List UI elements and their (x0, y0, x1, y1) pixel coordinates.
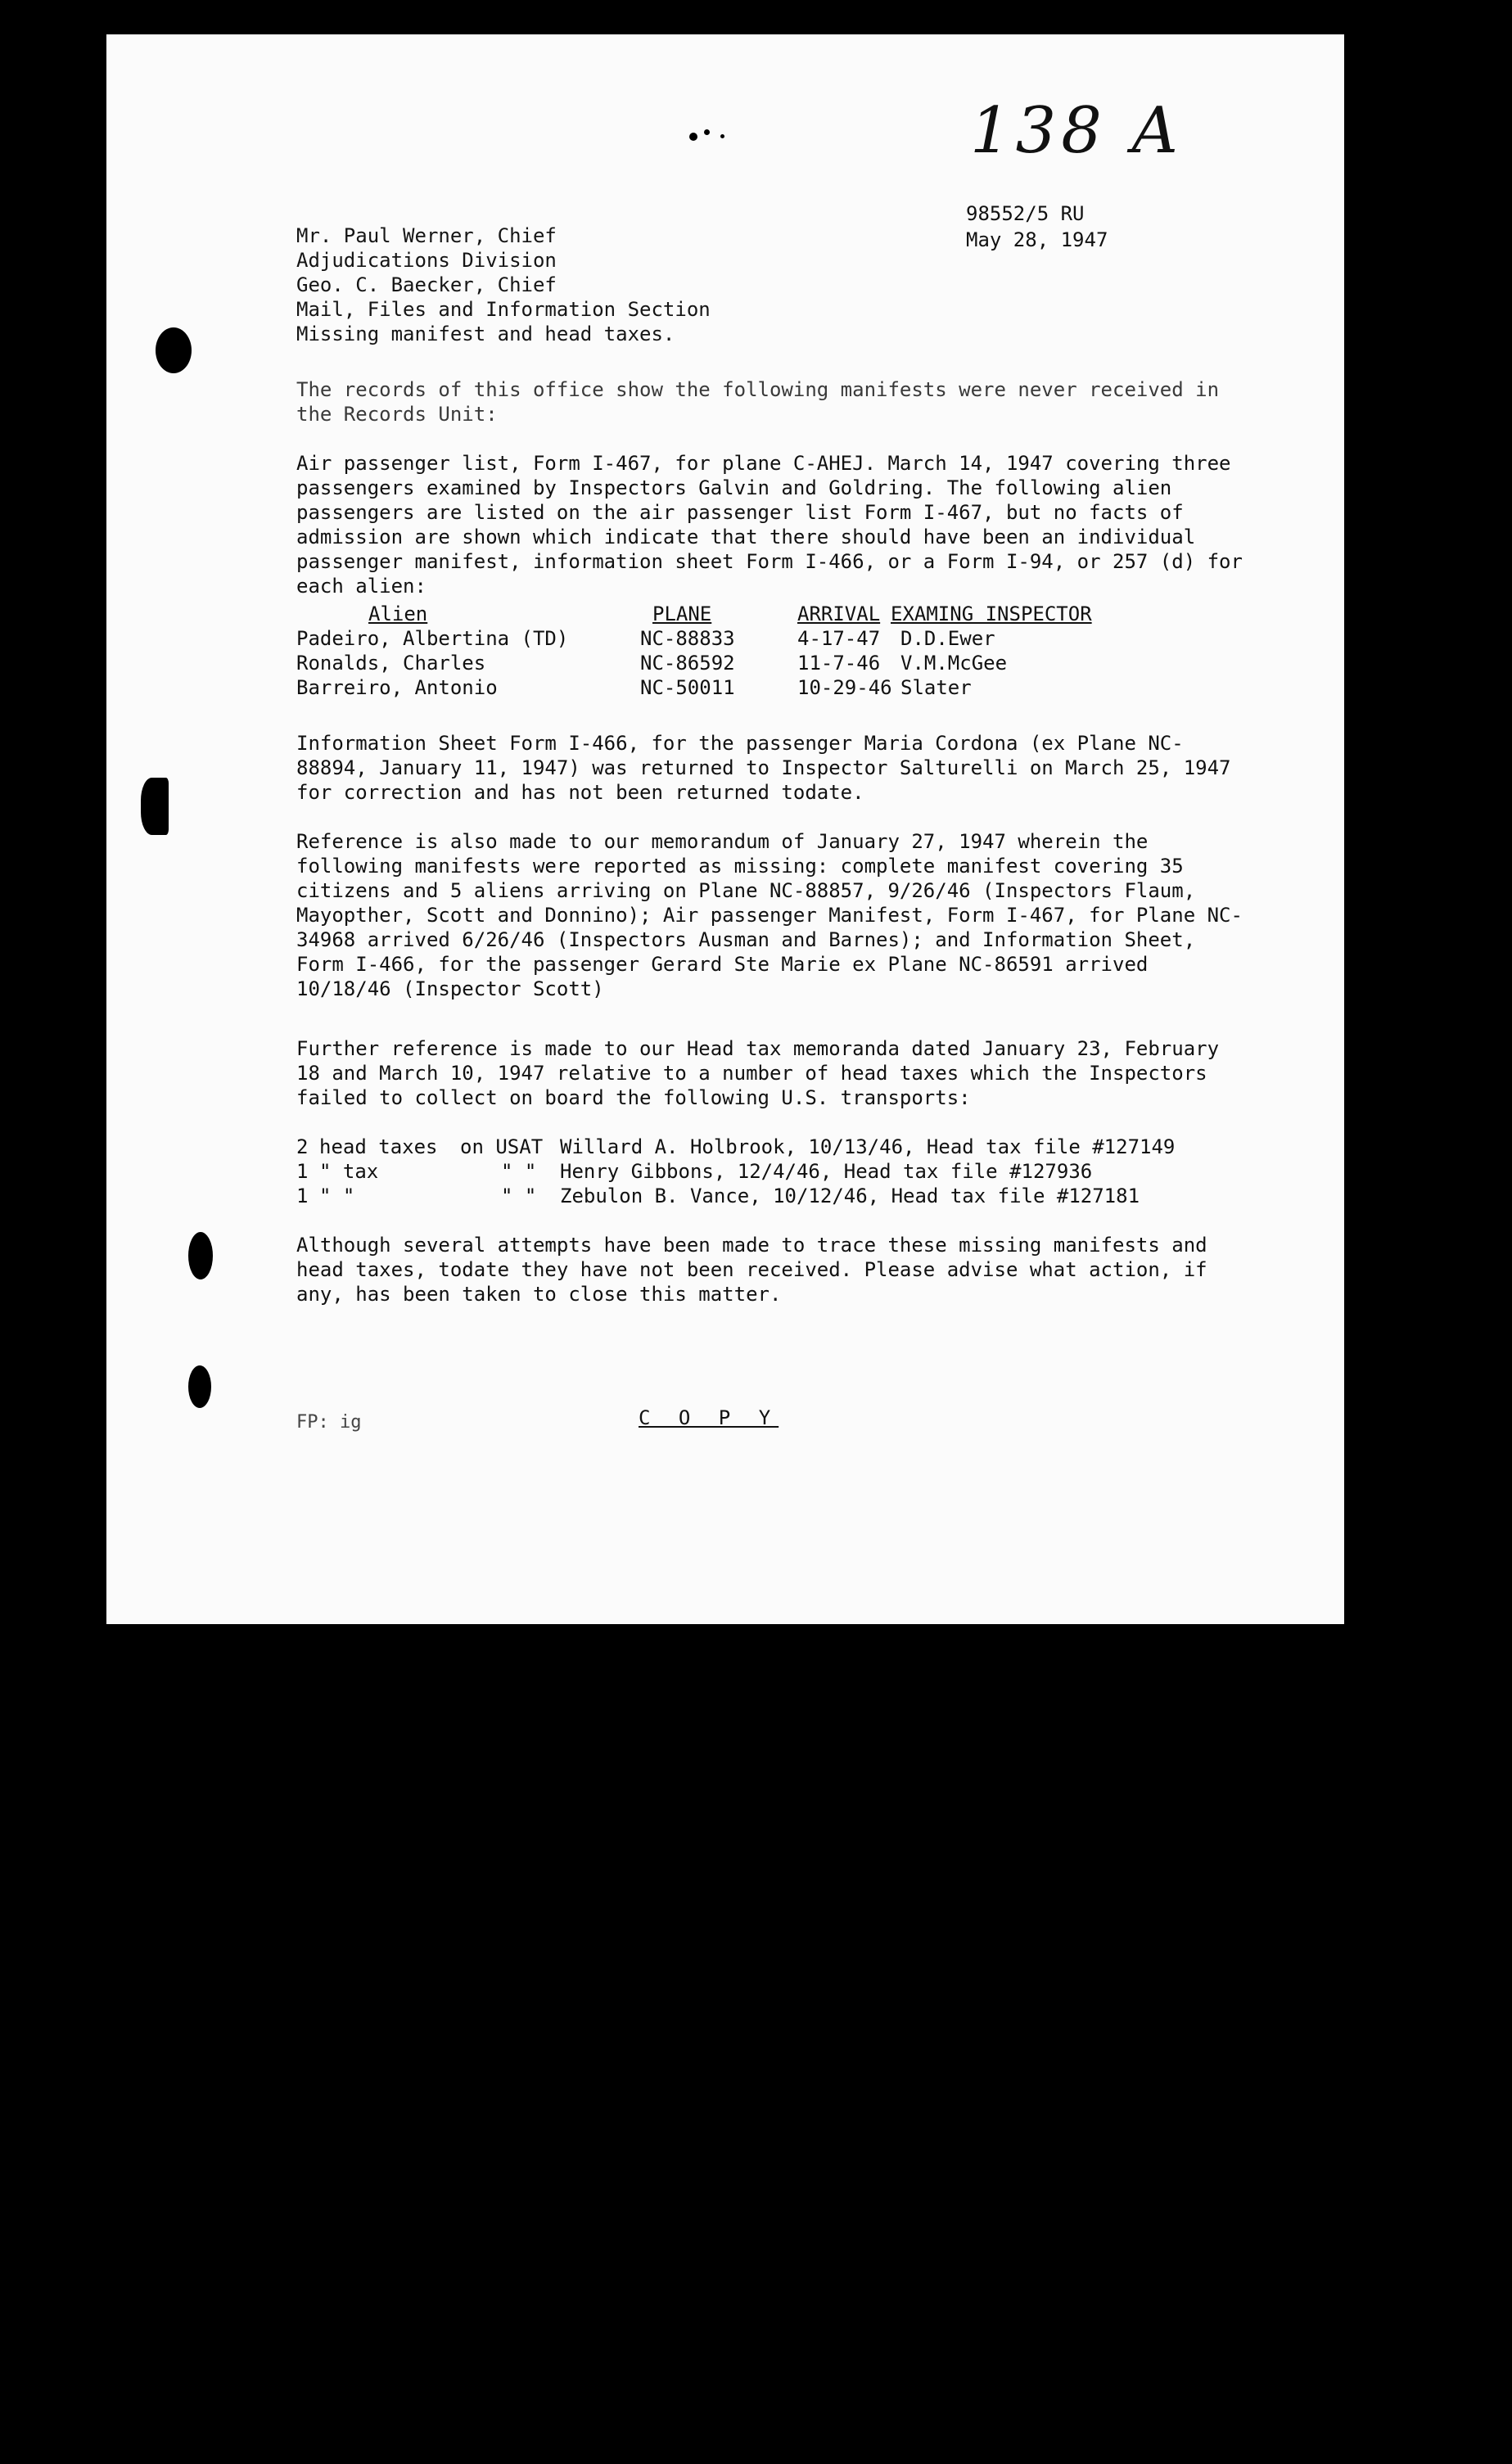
tax-qty: 1 (296, 1185, 309, 1207)
cell-alien: Padeiro, Albertina (TD) (296, 627, 569, 650)
tax-kind: " " (319, 1185, 355, 1207)
handwritten-page-mark: 138 A (970, 94, 1184, 168)
paragraph-air-passenger-list: Air passenger list, Form I-467, for plane C-AHEJ. March 14, 1947 covering three passengers examined by Inspectors Galvin and Goldring. The following alien passengers are listed on the air passenger list Form I-467, but no facts of admission are shown which indicate that there should have been an individual passenger manifest, information sheet Form I-466, or a Form I-94, or 257 (d) for each alien: (296, 452, 1243, 598)
paragraph-head-tax: Further reference is made to our Head tax memoranda dated January 23, February 18 and March 10, 1947 relative to a number of head taxes which the Inspectors failed to collect on board the following U.S. transports: (296, 1037, 1220, 1109)
tax-detail: Zebulon B. Vance, 10/12/46, Head tax file #127181 (560, 1185, 1140, 1207)
cell-inspector: Slater (900, 676, 972, 699)
cell-alien: Ronalds, Charles (296, 652, 486, 675)
header-arrival: ARRIVAL (797, 602, 881, 625)
tax-ship-prefix: " " (501, 1160, 537, 1183)
memo-date: May 28, 1947 (966, 228, 1108, 251)
memo-heading (296, 223, 711, 346)
header-plane: PLANE (652, 602, 712, 625)
cell-plane: NC-50011 (640, 676, 735, 699)
cell-arrival: 11-7-46 (797, 652, 881, 675)
ink-speck (704, 129, 710, 135)
punch-hole (188, 1365, 211, 1408)
ink-speck (720, 134, 724, 138)
cell-arrival: 4-17-47 (797, 627, 881, 650)
header-inspector: EXAMING INSPECTOR (891, 602, 1092, 625)
cell-inspector: V.M.McGee (900, 652, 1008, 675)
paragraph-prior-memorandum: Reference is also made to our memorandum of January 27, 1947 wherein the following manifests were reported as missing: complete manifest covering 35 citizens and 5 aliens arriving on Plane NC-88857, 9/26/46 (Inspectors Flaum, Mayopther, Scott and Donnino); Air passenger Manifest, Form I-467, for Plane NC-34968 arrived 6/26/46 (Inspectors Ausman and Barnes); and Information Sheet, Form I-466, for the passenger Gerard Ste Marie ex Plane NC-86591 arrived 10/18/46 (Inspector Scott) (296, 830, 1243, 1000)
tax-qty: 1 (296, 1160, 309, 1183)
tax-ship-prefix: on USAT (460, 1135, 544, 1158)
tax-detail: Henry Gibbons, 12/4/46, Head tax file #127936 (560, 1160, 1093, 1183)
paragraph-closing: Although several attempts have been made to trace these missing manifests and head taxes, todate they have not been received. Please advise what action, if any, has been taken to close this matter. (296, 1234, 1207, 1306)
heading-line: Mail, Files and Information Section (296, 298, 711, 321)
header-alien: Alien (368, 602, 428, 625)
typist-initials: FP: ig (296, 1412, 362, 1433)
paragraph-information-sheet: Information Sheet Form I-466, for the passenger Maria Cordona (ex Plane NC-88894, January 11, 1947) was returned to Inspector Salturelli on March 25, 1947 for correction and has not been returned todate. (296, 732, 1231, 804)
cell-plane: NC-86592 (640, 652, 735, 675)
ink-speck (689, 133, 697, 141)
heading-line: Geo. C. Baecker, Chief (296, 273, 557, 296)
file-number: 98552/5 RU (966, 202, 1085, 225)
copy-stamp: C O P Y (639, 1406, 779, 1429)
cell-alien: Barreiro, Antonio (296, 676, 498, 699)
subject-line: Missing manifest and head taxes. (296, 323, 675, 345)
tax-ship-prefix: " " (501, 1185, 537, 1207)
tax-detail: Willard A. Holbrook, 10/13/46, Head tax file #127149 (560, 1135, 1176, 1158)
tax-kind: " tax (319, 1160, 379, 1183)
cell-plane: NC-88833 (640, 627, 735, 650)
cell-inspector: D.D.Ewer (900, 627, 995, 650)
cell-arrival: 10-29-46 (797, 676, 892, 699)
heading-line: Mr. Paul Werner, Chief (296, 224, 557, 247)
reference-block (966, 201, 1108, 253)
punch-hole (156, 327, 192, 373)
tax-kind: head taxes (319, 1135, 438, 1158)
tax-qty: 2 (296, 1135, 309, 1158)
paragraph-intro: The records of this office show the following manifests were never received in the Records Unit: (296, 378, 1220, 426)
punch-hole (188, 1232, 213, 1279)
paper-tear (141, 778, 169, 835)
heading-line: Adjudications Division (296, 249, 557, 272)
